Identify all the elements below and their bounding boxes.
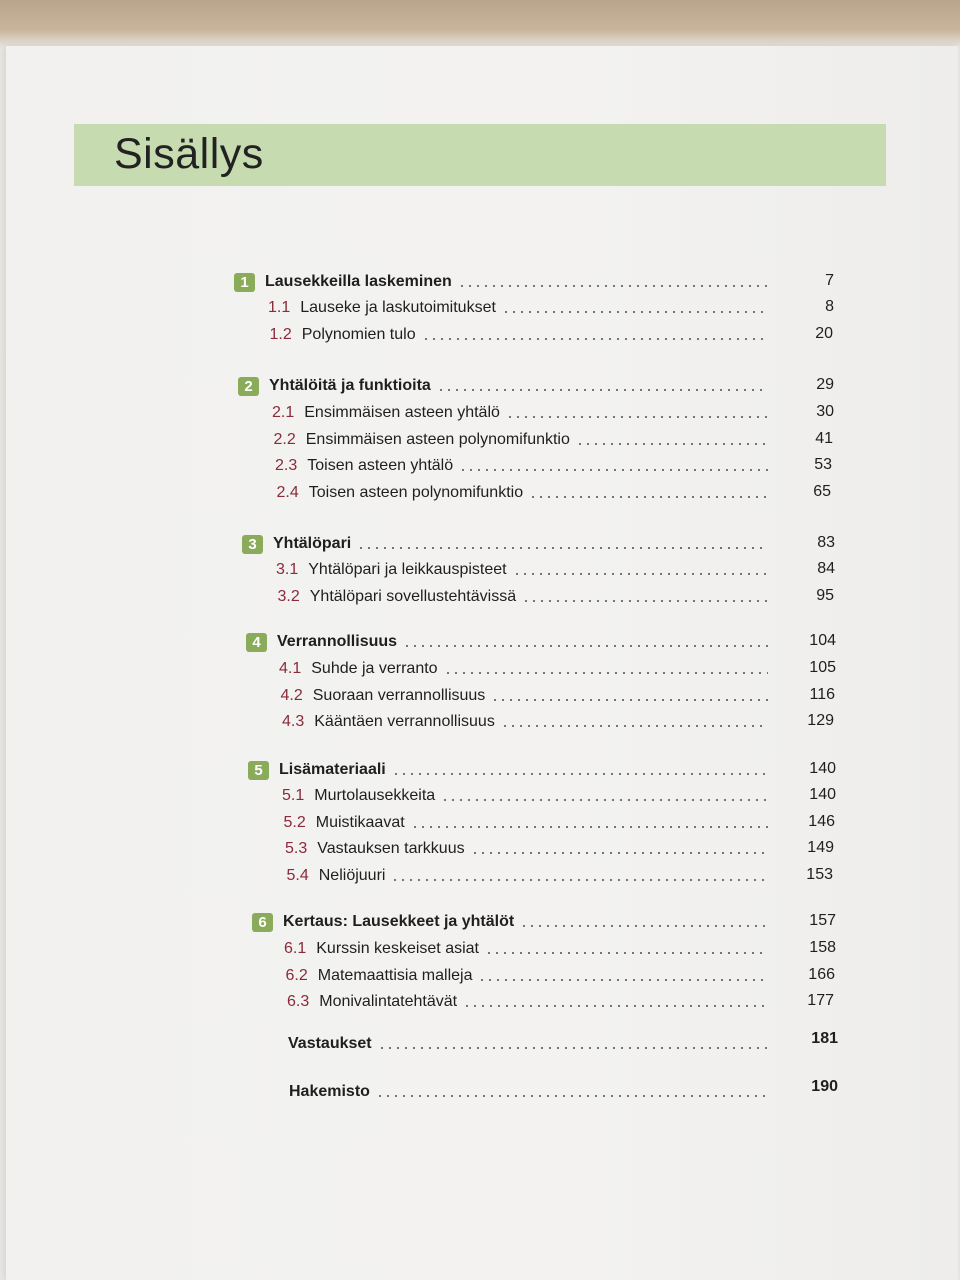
toc-section-5.4[interactable] (287, 864, 777, 888)
section-title: Toisen asteen polynomifunktio (308, 483, 524, 501)
chapter-title: Lisämateriaali (279, 761, 386, 778)
dot-leader (478, 979, 768, 981)
dot-leader (441, 799, 768, 801)
section-title: Vastauksen tarkkuus (317, 840, 465, 857)
section-number: 3.2 (277, 587, 300, 605)
page-number: 41 (815, 429, 833, 447)
toc-extra-vastaukset[interactable] (288, 1032, 776, 1056)
toc-section-2.2[interactable] (274, 428, 777, 452)
section-number: 2.2 (273, 430, 296, 448)
section-title: Murtolausekkeita (314, 787, 436, 804)
page-number: 140 (809, 760, 836, 777)
toc-section-3.2[interactable] (278, 585, 777, 609)
section-number: 6.3 (287, 993, 310, 1010)
page-number: 116 (809, 685, 835, 703)
toc-chapter-5[interactable] (248, 758, 776, 782)
section-title: Kääntäen verrannollisuus (314, 713, 495, 730)
toc-chapter-4[interactable] (246, 630, 776, 654)
section-number: 6.2 (285, 966, 308, 984)
toc-section-6.2[interactable] (286, 964, 777, 988)
dot-leader (522, 600, 768, 602)
page-number: 166 (808, 965, 835, 983)
page-number: 8 (825, 298, 834, 315)
section-number: 1.1 (268, 299, 291, 316)
chapter-number-badge: 3 (242, 535, 263, 554)
dot-leader (529, 496, 768, 498)
dot-leader (437, 389, 768, 391)
section-title: Lauseke ja laskutoimitukset (300, 299, 496, 316)
section-title: Suhde ja verranto (311, 660, 438, 677)
toc-section-2.1[interactable] (272, 401, 776, 425)
toc-section-4.1[interactable] (279, 657, 776, 681)
page-number: 20 (815, 324, 833, 342)
page-number: 84 (817, 560, 835, 577)
section-number: 2.1 (272, 404, 295, 421)
section-title: Muistikaavat (315, 813, 405, 831)
dot-leader (506, 416, 768, 418)
page-number: 104 (809, 632, 836, 649)
section-number: 5.2 (283, 813, 306, 831)
section-number: 5.3 (285, 840, 308, 857)
section-number: 2.3 (275, 457, 298, 474)
page-number: 30 (816, 403, 834, 420)
toc-chapter-3[interactable] (242, 532, 776, 556)
section-title: Polynomien tulo (301, 325, 416, 343)
section-title: Suoraan verrannollisuus (312, 686, 486, 704)
toc-section-2.4[interactable] (277, 481, 777, 505)
page-number: 140 (809, 786, 836, 803)
page-number: 95 (816, 586, 834, 604)
page-number: 65 (813, 482, 831, 500)
chapter-title: Verrannollisuus (277, 633, 398, 650)
extra-title: Hakemisto (289, 1083, 370, 1100)
extra-title: Vastaukset (288, 1035, 372, 1052)
dot-leader (392, 773, 768, 775)
dot-leader (357, 547, 768, 549)
page-number: 157 (809, 912, 836, 929)
toc-section-1.2[interactable] (270, 323, 777, 347)
section-number: 3.1 (276, 561, 299, 578)
chapter-title: Lausekkeilla laskeminen (265, 273, 452, 290)
section-title: Ensimmäisen asteen polynomifunktio (305, 430, 570, 448)
page-number: 7 (825, 272, 834, 289)
section-number: 1.2 (269, 325, 292, 343)
chapter-number-badge: 2 (238, 377, 259, 396)
dot-leader (459, 469, 768, 471)
chapter-title: Kertaus: Lausekkeet ja yhtälöt (283, 913, 515, 930)
section-title: Toisen asteen yhtälö (307, 457, 454, 474)
dot-leader (513, 573, 768, 575)
section-title: Monivalintatehtävät (319, 993, 458, 1010)
dot-leader (576, 443, 768, 445)
toc-section-6.3[interactable] (287, 990, 776, 1014)
dot-leader (485, 952, 768, 954)
chapter-number-badge: 1 (234, 273, 255, 292)
toc-section-5.2[interactable] (284, 811, 777, 835)
dot-leader (376, 1095, 768, 1097)
chapter-number-badge: 4 (246, 633, 267, 652)
dot-leader (491, 699, 768, 701)
chapter-number-badge: 6 (252, 913, 273, 932)
dot-leader (422, 338, 768, 340)
toc-section-6.1[interactable] (284, 937, 776, 961)
section-title: Neliöjuuri (318, 866, 386, 884)
dot-leader (520, 925, 768, 927)
toc-section-2.3[interactable] (275, 454, 776, 478)
chapter-title: Yhtälöitä ja funktioita (269, 377, 431, 394)
section-title: Yhtälöpari ja leikkauspisteet (308, 561, 507, 578)
section-title: Ensimmäisen asteen yhtälö (304, 404, 500, 421)
page-number: 177 (807, 992, 834, 1009)
page-number: 29 (816, 376, 834, 393)
page-number: 105 (809, 659, 836, 676)
dot-leader (458, 285, 768, 287)
dot-leader (501, 725, 768, 727)
toc-chapter-6[interactable] (252, 910, 776, 934)
section-number: 4.2 (280, 686, 303, 704)
dot-leader (391, 879, 768, 881)
section-title: Kurssin keskeiset asiat (316, 940, 479, 957)
page-number: 53 (814, 456, 832, 473)
dot-leader (403, 645, 768, 647)
section-title: Yhtälöpari sovellustehtävissä (309, 587, 517, 605)
page-number: 190 (811, 1078, 838, 1095)
section-number: 2.4 (276, 483, 299, 501)
toc-section-4.3[interactable] (282, 710, 776, 734)
toc-section-5.3[interactable] (285, 837, 776, 861)
dot-leader (502, 311, 768, 313)
chapter-number-badge: 5 (248, 761, 269, 780)
page-title: Sisällys (114, 130, 264, 178)
toc-section-1.1[interactable] (268, 296, 776, 320)
toc-extra-hakemisto[interactable] (289, 1080, 776, 1104)
page-number: 158 (809, 939, 836, 956)
section-number: 4.1 (279, 660, 302, 677)
toc-chapter-1[interactable] (234, 270, 776, 294)
section-number: 5.4 (286, 866, 309, 884)
page-number: 129 (807, 712, 834, 729)
chapter-title: Yhtälöpari (273, 535, 352, 552)
page-number: 146 (808, 812, 835, 830)
dot-leader (378, 1047, 768, 1049)
dot-leader (463, 1005, 768, 1007)
dot-leader (444, 672, 768, 674)
toc-section-4.2[interactable] (281, 684, 777, 708)
page-number: 153 (806, 865, 833, 883)
section-title: Matemaattisia malleja (317, 966, 473, 984)
section-number: 6.1 (284, 940, 307, 957)
dot-leader (411, 826, 768, 828)
page-number: 83 (817, 534, 835, 551)
section-number: 5.1 (282, 787, 305, 804)
page-number: 181 (811, 1030, 838, 1047)
toc-section-5.1[interactable] (282, 784, 776, 808)
dot-leader (471, 852, 768, 854)
section-number: 4.3 (282, 713, 305, 730)
toc-section-3.1[interactable] (276, 558, 776, 582)
toc-chapter-2[interactable] (238, 374, 776, 398)
page-number: 149 (807, 839, 834, 856)
